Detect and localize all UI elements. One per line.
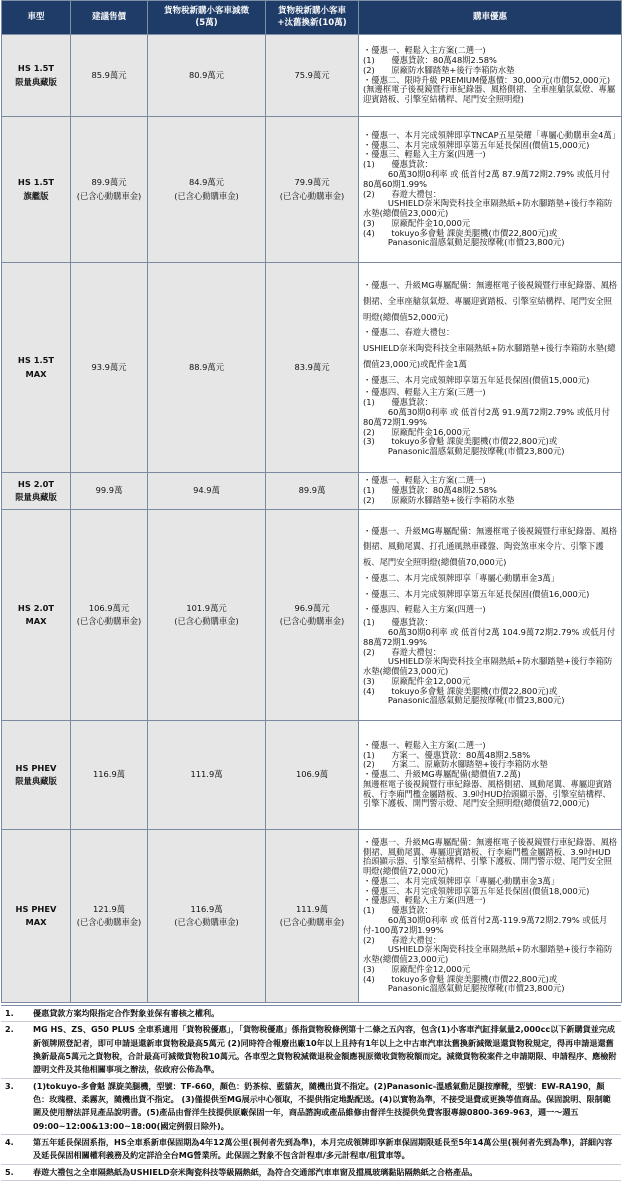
offer-line: USHIELD奈米陶瓷科技全車隔熱紙+防水腳踏墊+後行李箱防水墊(總價值23,000元)	[363, 198, 613, 219]
offer-line: ・優惠二、升級MG專屬配備(總價值7.2萬)	[363, 769, 521, 780]
tax-reduction-price-cell-text: 111.9萬	[190, 769, 223, 780]
msrp-cell-text: 99.9萬	[95, 485, 123, 496]
table-row	[2, 263, 622, 473]
tax-reduction-price-cell-text: 116.9萬	[190, 903, 223, 914]
model-cell-text: 限量典藏版	[15, 492, 57, 502]
tax-reduction-price-cell-text: 101.9萬元	[186, 602, 227, 613]
msrp-cell	[71, 117, 148, 263]
msrp-cell-text: (已含心動購車金)	[76, 616, 142, 626]
footnotes	[1, 1005, 621, 1181]
offer-line: (2) 春遊大禮包：	[363, 646, 442, 657]
offer-line: (2) 原廠配件金16,000元	[363, 426, 471, 437]
msrp-cell-text: 89.9萬元	[91, 177, 127, 188]
offer-line: ・優惠三、本月完成領牌即享第五年延長保固(價值15,000元)	[363, 374, 590, 385]
table-row	[2, 117, 622, 263]
offer-line: USHIELD奈米陶瓷科技全車隔熱紙+防水腳踏墊+後行李箱防水墊(總價值23,000元)	[363, 656, 613, 677]
msrp-cell	[71, 721, 148, 830]
footnote-number: 3.	[5, 1080, 14, 1091]
offer-line: (1) 優惠貸款：80萬48期2.58%	[363, 54, 497, 65]
model-cell	[2, 510, 71, 721]
offer-line: ・優惠二、本月完成領牌即享「專屬心動購車金3萬」	[363, 572, 560, 583]
offer-line: ・優惠一、輕鬆入主方案(二選一)	[363, 475, 486, 486]
offer-line: (3) 原廠配件金12,000元	[363, 675, 471, 686]
offer-cell	[359, 263, 622, 473]
footnote-text: 春遊大禮包之全車隔熱紙為USHIELD奈米陶瓷科技等級隔熱紙，為符合交通部汽車車窗及擋風玻璃黏貼隔熱紙之合格產品。	[33, 1166, 478, 1177]
tradein-price-cell-text: 89.9萬	[298, 485, 326, 496]
offer-cell	[359, 473, 622, 510]
offer-line: ・優惠一、升級MG專屬配備：無邊框電子後視鏡暨行車紀錄器、風格側裙、風動尾翼、專屬迎賓踏板、行李廂門檻金屬踏板、3.9吋HUD抬頭顯示器、引擎室結構桿、引擎下護板、開門警示燈、尾門安全照明燈(總價值72,000元)	[363, 836, 618, 877]
tradein-price-cell	[266, 830, 359, 1003]
msrp-cell-text: (已含心動購車金)	[76, 190, 142, 201]
header-text: 貨物稅新購小客車減徵	[163, 6, 249, 17]
offer-line: ・優惠二、春遊大禮包：	[363, 327, 455, 338]
table-row	[2, 35, 622, 117]
offer-line: (2) 春遊大禮包：	[363, 934, 442, 945]
price-table	[1, 0, 622, 1003]
offer-line: ・優惠四、輕鬆入主方案(四選一)	[363, 895, 486, 906]
msrp-cell-text: (已含心動購車金)	[76, 917, 142, 927]
tradein-price-cell	[266, 117, 359, 263]
tax-reduction-price-cell	[148, 473, 266, 510]
offer-line: (4) tokuyo多會魁 課旋美腿機(市價22,800元)或	[363, 227, 558, 238]
offer-line: (2) 原廠防水腳踏墊+後行李箱防水墊	[363, 64, 515, 75]
tax-reduction-price-cell	[148, 263, 266, 473]
offer-line: (4) tokuyo多會魁 課旋美腿機(市價22,800元)或	[363, 685, 558, 696]
model-cell-text: MAX	[25, 616, 47, 626]
msrp-cell	[71, 35, 148, 117]
tradein-price-cell-text: (已含心動購車金)	[279, 917, 345, 927]
offer-line: (4) tokuyo多會魁 課旋美腿機(市價22,800元)或	[363, 973, 558, 984]
footnote-item	[1, 1135, 621, 1165]
tax-reduction-price-cell-text: (已含心動購車金)	[174, 190, 239, 201]
tradein-price-cell-text: 96.9萬元	[294, 602, 330, 613]
footnote-number: 5.	[5, 1166, 14, 1177]
offer-line: USHIELD奈米陶瓷科技全車隔熱紙+防水腳踏墊+後行李箱防水墊(總價值23,000元)	[363, 944, 613, 965]
model-cell-text: MAX	[25, 368, 47, 379]
offer-cell	[359, 117, 622, 263]
msrp-cell-text: 85.9萬元	[91, 69, 127, 80]
offer-line: ・優惠一、升級MG專屬配備：無邊框電子後視鏡暨行車紀錄器、風格側裙、全車座艙氛氣燈、專屬迎賓踏板、引擎室結構桿、尾門安全照明燈(總價值52,000元)	[363, 280, 618, 322]
tax-reduction-price-cell	[148, 35, 266, 117]
msrp-cell	[71, 830, 148, 1003]
offer-line: 60萬30期0利率 或 低首付2萬 104.9萬72期2.79% 或低月付 88萬72期1.99%	[363, 627, 616, 647]
offer-line: ・優惠二、本月完成領牌即享第五年延長保固(價值15,000元)	[363, 139, 590, 150]
model-cell	[2, 473, 71, 510]
model-cell	[2, 721, 71, 830]
msrp-cell-text: 93.9萬元	[91, 361, 127, 372]
tradein-price-cell-text: 79.9萬元	[294, 177, 330, 188]
model-cell	[2, 35, 71, 117]
model-cell-text: HS 1.5T	[17, 63, 55, 74]
msrp-cell-text: 106.9萬元	[88, 602, 130, 613]
header-text: 貨物稅新購小客車	[277, 6, 346, 17]
tax-reduction-price-cell-text: (已含心動購車金)	[174, 616, 239, 626]
model-cell-text: HS PHEV	[15, 762, 57, 773]
offer-line: (1) 優惠貸款：80萬48期2.58%	[363, 485, 497, 496]
offer-line: USHIELD奈米陶瓷科技全車隔熱紙+防水腳踏墊+後行李箱防水墊(總價值23,000元)或配件金1萬	[363, 343, 616, 369]
msrp-cell	[71, 510, 148, 721]
footnote-number: 1.	[5, 1008, 14, 1018]
tradein-price-cell-text: 75.9萬元	[294, 69, 330, 80]
table-header-row	[2, 1, 622, 35]
offer-line: (1) 優惠貸款：	[363, 397, 433, 408]
tradein-price-cell-text: 111.9萬	[295, 903, 329, 914]
offer-line: ・優惠一、本月完成領牌即享TNCAP五星榮耀「專屬心動購車金4萬」	[363, 129, 621, 140]
model-cell-text: HS 2.0T	[17, 478, 55, 489]
offer-line: ・優惠三、本月完成領牌即享第五年延長保固(價值16,000元)	[363, 588, 590, 599]
model-cell-text: 旗艦版	[23, 190, 49, 201]
footnote-item	[1, 1006, 621, 1022]
header-text: 購車優惠	[472, 11, 507, 22]
offer-line: ・優惠三、本月完成領牌即享第五年延長保固(價值18,000元)	[363, 885, 590, 896]
msrp-cell-text: 116.9萬	[92, 769, 126, 780]
header-text: 車型	[27, 11, 45, 22]
model-cell	[2, 830, 71, 1003]
tax-reduction-price-cell-text: 94.9萬	[193, 485, 220, 496]
offer-line: 無邊框電子後視鏡暨行車紀錄器、風格側裙、風動尾翼、專屬迎賓踏板、行李廂門檻金屬踏板、3.9吋HUD抬頭顯示器、引擎室結構桿、引擎下護板、開門警示燈、尾門安全照明燈(總價值72,000元)	[363, 778, 612, 809]
tax-reduction-price-cell-text: 80.9萬元	[188, 69, 225, 80]
tax-reduction-price-cell	[148, 117, 266, 263]
offer-line: ・優惠一、輕鬆入主方案(二選一)	[363, 739, 486, 750]
offer-line: Panasonic溫感氣動足腿按摩靴(市價23,800元)	[363, 983, 565, 994]
offer-line: (無邊框電子後視鏡暨行車紀錄器、風格側裙、全車座艙氛氣燈、專屬迎賓踏板、引擎室結構桿、尾門安全照明燈)	[363, 84, 616, 105]
offer-line: (3) 原廠配件金12,000元	[363, 963, 471, 974]
msrp-cell-text: 121.9萬	[92, 903, 126, 914]
offer-line: (3) tokuyo多會魁 課旋美腿機(市價22,800元)或	[363, 436, 558, 447]
table-row	[2, 721, 622, 830]
tradein-price-cell	[266, 510, 359, 721]
tax-reduction-price-cell-text: 84.9萬元	[188, 177, 225, 188]
offer-line: ・優惠一、輕鬆入主方案(二選一)	[363, 45, 486, 56]
tradein-price-cell	[266, 263, 359, 473]
footnote-item	[1, 1079, 621, 1135]
table-row	[2, 510, 622, 721]
model-cell-text: 限量典藏版	[15, 776, 57, 786]
table-row	[2, 830, 622, 1003]
model-cell-text: HS PHEV	[15, 903, 57, 914]
offer-cell	[359, 35, 622, 117]
footnote-number: 2.	[5, 1024, 14, 1035]
footnote-text: (1)tokuyo-多會魁 課旋美腿機，型號：TF-660，顏色：奶茶棕、藍貓灰，隨機出貨不指定。(2)Panasonic-溫感氣動足腿按摩靴，型號：EW-RA190，顏色：玫瑰橙、柔霧灰，隨機出貨不指定。 (3)僅提供至MG展示中心領取，不提供指定地點配送。(4)以實物為準，不接受退費或更換等值商品。保固說明、限制範圍及使用辦法詳見產品說明書。(5)產品由督洋生技提供原廠保固一年，商品諮詢或產品維修由督洋生技提供免費客服專線0800-369-963，週一～週五09:00~12:00&13:00~18:00(國定例假日除外)。	[33, 1080, 611, 1131]
header-text: 建議售價	[91, 11, 126, 22]
model-cell-text: MAX	[25, 917, 47, 927]
model-cell-text: HS 1.5T	[17, 355, 55, 366]
tradein-price-cell	[266, 35, 359, 117]
footnote-item	[1, 1022, 621, 1078]
msrp-cell	[71, 263, 148, 473]
tax-reduction-price-cell-text: (已含心動購車金)	[174, 917, 239, 927]
offer-line: (1) 方案一、優惠貸款：80萬48期2.58%	[363, 749, 531, 760]
offer-line: (1) 優惠貸款：	[363, 905, 433, 916]
footnote-text: 第五年延長保固系指，HS全車系新車保固期為4年12萬公里(視何者先到為準)，本月完成領牌即享新車保固期限延長至5年14萬公里(視何者先到為準)，詳細內容及延長保固相關權利義務及約定詳洽全台MG營業所。此保固之對象不包含計程車/多元計程車/租賃車等。	[33, 1137, 613, 1161]
tradein-price-cell	[266, 721, 359, 830]
tradein-price-cell	[266, 473, 359, 510]
offer-line: ・優惠四、輕鬆入主方案(三選一)	[363, 387, 486, 398]
header-tax-tradein	[266, 1, 359, 35]
tax-reduction-price-cell-text: 88.9萬元	[188, 361, 225, 372]
offer-line: Panasonic溫感氣動足腿按摩靴(市價23,800元)	[363, 446, 565, 457]
tax-reduction-price-cell	[148, 721, 266, 830]
offer-cell	[359, 510, 622, 721]
tradein-price-cell-text: (已含心動購車金)	[279, 190, 345, 201]
offer-line: ・優惠二、本月完成領牌即享「專屬心動購車金3萬」	[363, 875, 560, 886]
offer-line: Panasonic溫感氣動足腿按摩靴(市價23,800元)	[363, 695, 565, 706]
model-cell-text: HS 1.5T	[17, 177, 55, 188]
offer-line: (2) 原廠防水腳踏墊+後行李箱防水墊	[363, 494, 515, 505]
footnote-text: 優惠貸款方案均限指定合作對象並保有審核之權利。	[33, 1008, 220, 1018]
tax-reduction-price-cell	[148, 830, 266, 1003]
header-model	[2, 1, 71, 35]
header-text: +汰舊換新(10萬)	[277, 17, 347, 28]
offer-line: (3) 原廠配件金10,000元	[363, 217, 471, 228]
tax-reduction-price-cell	[148, 510, 266, 721]
model-cell-text: HS 2.0T	[17, 602, 55, 613]
offer-line: ・優惠三、輕鬆入主方案(四選一)	[363, 149, 486, 160]
header-text: (5萬)	[195, 17, 218, 28]
offer-line: Panasonic溫感氣動足腿按摩靴(市價23,800元)	[363, 237, 565, 248]
offer-line: (2) 方案二、原廠防水腳踏墊+後行李箱防水墊	[363, 759, 548, 770]
header-offers	[359, 1, 622, 35]
offer-line: ・優惠四、輕鬆入主方案(四選一)	[363, 604, 486, 615]
offer-cell	[359, 721, 622, 830]
header-msrp	[71, 1, 148, 35]
model-cell	[2, 117, 71, 263]
offer-line: 60萬30期0利率 或 低首付2萬 91.9萬72期2.79% 或低月付80萬72期1.99%	[363, 406, 610, 427]
tradein-price-cell-text: (已含心動購車金)	[279, 616, 345, 626]
tradein-price-cell-text: 106.9萬	[295, 769, 329, 780]
msrp-cell	[71, 473, 148, 510]
footnote-text: MG HS、ZS、G50 PLUS 全車系適用「貨物稅優惠」，「貨物稅優惠」係指貨物稅條例第十二條之五內容，包含(1)小客車汽缸排氣量2,000cc以下新購貨並完成新領牌照登記者，即可申請退還新車貨物稅最高5萬元 (2)同時符合報廢出廠10年以上且持有1年以上之中古車汽車汰舊換新減徵退還貨物稅規定，得再申請退還舊換新最高5萬元之貨物稅，合計最高可減徵貨物稅10萬元。各車型之貨物稅減徵退稅金額應視原徵收貨物稅額而定。減徵貨物稅案件之申請期限、申請程序、應檢附證明文件及其他相關事項之辦法，依政府公佈為準。	[33, 1024, 617, 1075]
offer-line: (1) 優惠貸款：	[363, 159, 433, 170]
offer-line: ・優惠一、升級MG專屬配備：無邊框電子後視鏡暨行車紀錄器、風格側裙、風動尾翼、打孔通風熱車碟盤、陶瓷煞車來令片、引擎下護板、尾門安全照明燈(總價值70,000元)	[363, 525, 618, 568]
header-tax-reduction	[148, 1, 266, 35]
offer-line: 60萬30期0利率 或 低首付2萬 87.9萬72期2.79% 或低月付80萬60期1.99%	[363, 168, 610, 189]
table-row	[2, 473, 622, 510]
offer-line: (1) 優惠貸款：	[363, 617, 433, 628]
tradein-price-cell-text: 83.9萬元	[294, 361, 330, 372]
offer-line: 60萬30期0利率 或 低首付2萬-119.9萬72期2.79% 或低月付-100萬72期1.99%	[363, 915, 608, 935]
offer-line: (2) 春遊大禮包：	[363, 188, 442, 199]
footnote-item	[1, 1165, 621, 1181]
offer-cell	[359, 830, 622, 1003]
offer-line: ・優惠二、限時升級 PREMIUM優惠價：30,000元(市價52,000元)	[363, 74, 611, 85]
model-cell-text: 限量典藏版	[15, 76, 57, 87]
footnote-number: 4.	[5, 1137, 14, 1148]
model-cell	[2, 263, 71, 473]
